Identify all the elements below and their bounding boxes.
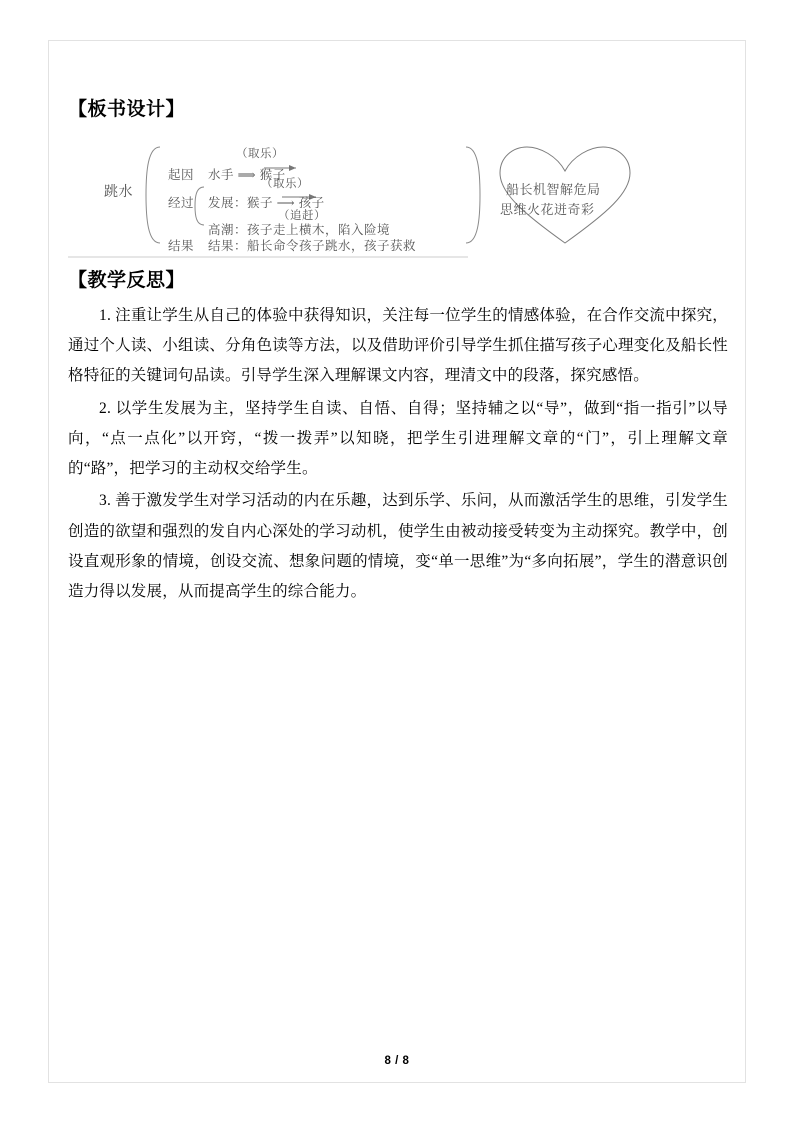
page-number: 8 / 8 (384, 1055, 410, 1067)
page-footer (0, 1055, 794, 1067)
diagram-node-climax: 高潮：孩子走上横木，陷入险境 (208, 222, 391, 237)
diagram-title: 跳水 (104, 184, 133, 200)
reflection-paragraph-1: 1. 注重让学生从自己的体验中获得知识，关注每一位学生的情感体验，在合作交流中探究，通过个人读、小组读、分角色读等方法，以及借助评价引导学生抓住描写孩子心理变化及船长性格特征的关键词句品读。引导学生深入理解课文内容，理清文中的段落，探究感悟。 (68, 307, 728, 385)
diagram-heart-line-2: 思维火花迸奇彩 (500, 201, 595, 217)
page-content (68, 96, 728, 609)
diagram-node-amuse-top: （取乐） (236, 147, 284, 160)
diagram-node-chase: （追赶） (278, 209, 326, 222)
blackboard-design-diagram (68, 131, 728, 261)
heading-blackboard-design: 【板书设计】 (68, 99, 186, 120)
heading-teaching-reflection: 【教学反思】 (68, 269, 186, 291)
diagram-label-result: 结果 (168, 238, 195, 253)
diagram-node-result-line: 结果：船长命令孩子跳水，孩子获救 (208, 238, 417, 253)
reflection-paragraph-2: 2. 以学生发展为主，坚持学生自读、自悟、自得；坚持辅之以“导”，做到“指一指引”以导向，“点一点化”以开窍，“拨一拨弄”以知晓，把学生引进理解文章的“门”，引上理解文章的“路”，把学习的主动权交给学生。 (68, 399, 728, 478)
diagram-label-cause: 起因 (168, 167, 195, 182)
diagram-node-cause-line: 水手 ⟹ 猴子 (208, 167, 286, 182)
diagram-node-development: 发展：猴子 ⟶ 孩子 (208, 195, 325, 210)
diagram-label-process: 经过 (168, 195, 195, 210)
diagram-node-amuse-mid: （取乐） (261, 177, 309, 190)
reflection-paragraph-3: 3. 善于激发学生对学习活动的内在乐趣，达到乐学、乐问，从而激活学生的思维，引发学生创造的欲望和强烈的发自内心深处的学习动机，使学生由被动接受转变为主动探究。教学中，创设直观形象的情境，创设交流、想象问题的情境，变“单一思维”为“多向拓展”，学生的潜意识创造力得以发展，从而提高学生的综合能力。 (68, 492, 728, 600)
diagram-heart-line-1: 船长机智解危局 (506, 181, 601, 197)
